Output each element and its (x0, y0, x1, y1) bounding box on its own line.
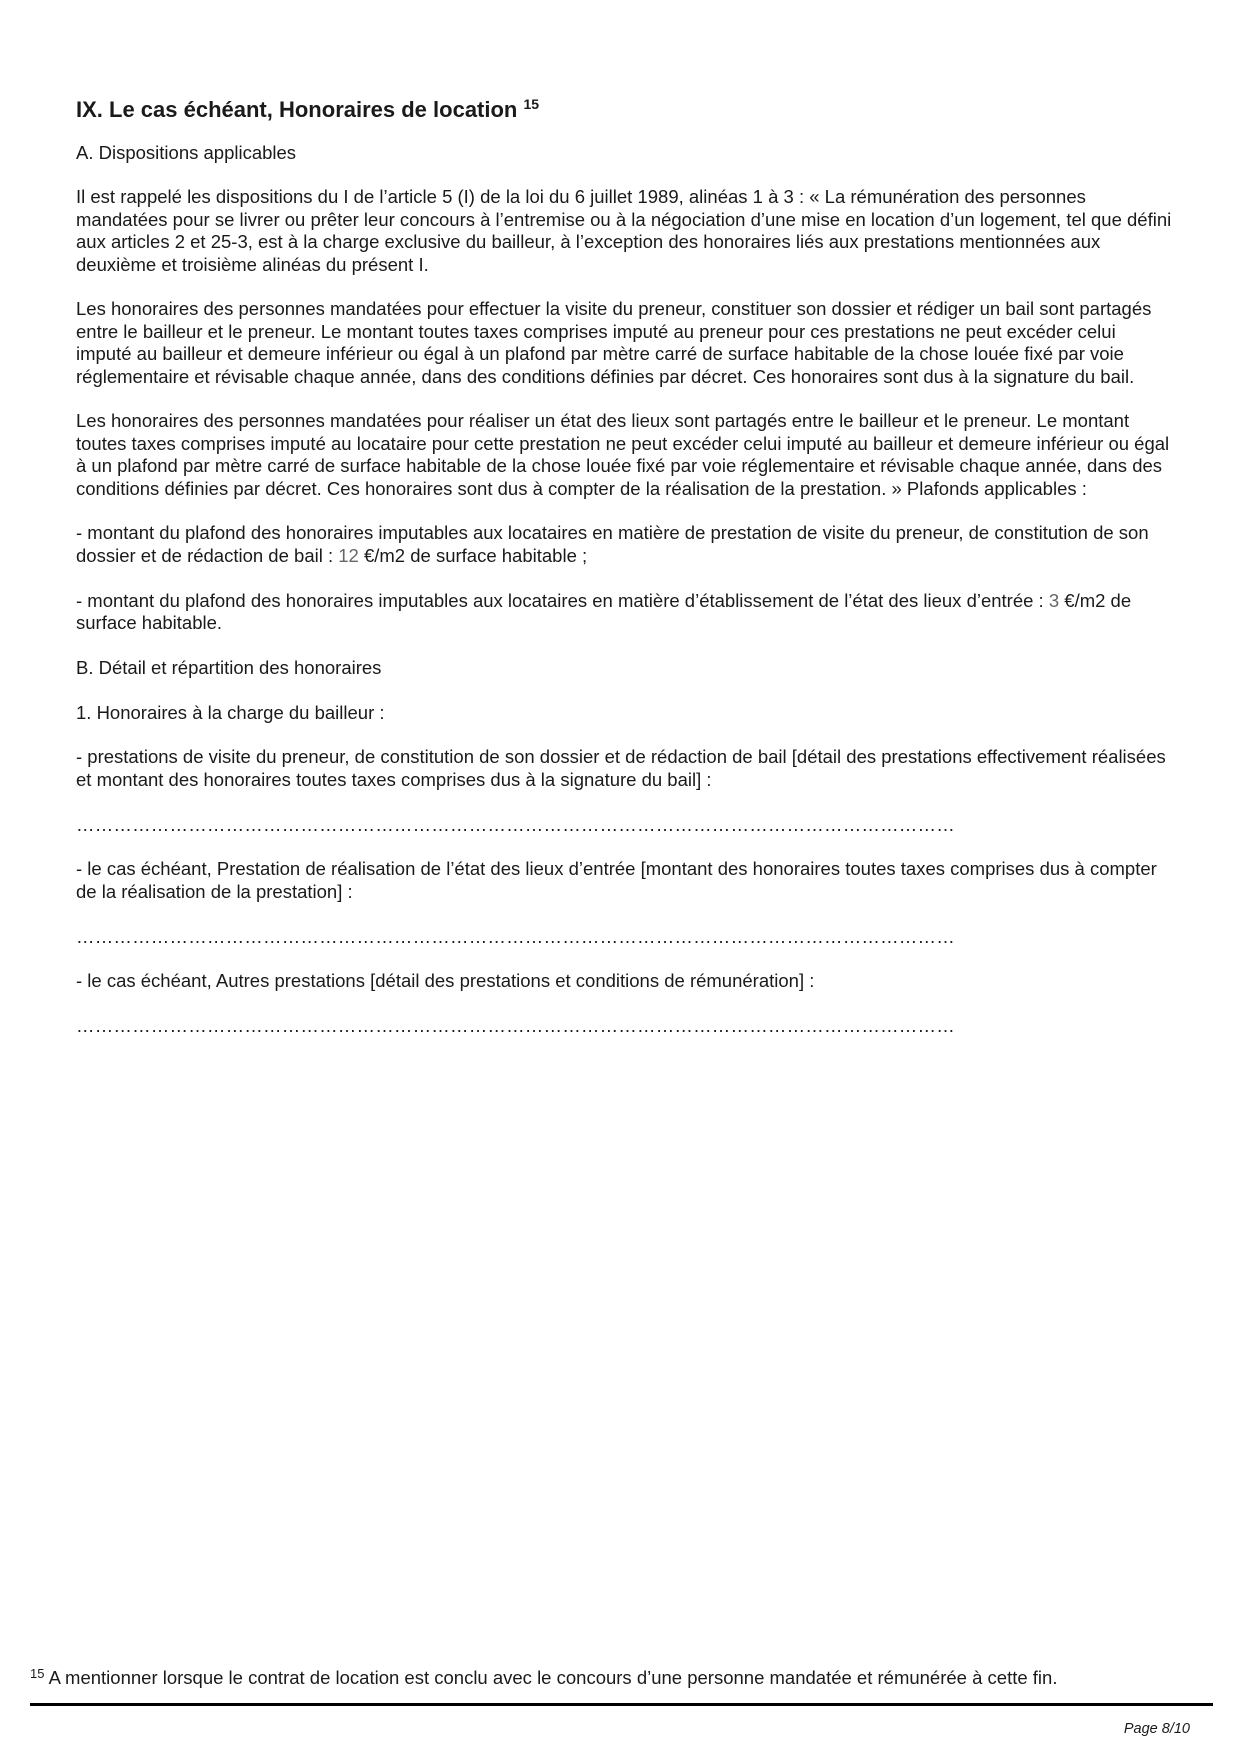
fill-in-blank-2[interactable]: …………………………………………………………………………………………………………………………… (76, 925, 955, 947)
paragraph-article-5: Il est rappelé les dispositions du I de l’article 5 (I) de la loi du 6 juillet 1989, alinéas 1 à 3 : « La rémunération des personnes mandatées pour se livrer ou prêter leur concours à l’entremise ou à la négociation d’une mise en location d’un logement, tel que défini aux articles 2 et 25-3, est à la charge exclusive du bailleur, à l’exception des honoraires liés aux prestations mentionnées aux deuxième et troisième alinéas du présent I. (76, 186, 1172, 275)
footnote-number: 15 (30, 1666, 45, 1681)
ceiling-etat-des-lieux (76, 590, 1176, 635)
footer-divider (30, 1703, 1213, 1706)
fill-in-blank-1[interactable]: …………………………………………………………………………………………………………………………… (76, 813, 955, 835)
paragraph-visite-dossier-bail: Les honoraires des personnes mandatées pour effectuer la visite du preneur, constituer son dossier et rédiger un bail sont partagés entre le bailleur et le preneur. Le montant toutes taxes comprises imputé au preneur pour ces prestations ne peut excéder celui imputé au bailleur et demeure inférieur ou égal à un plafond par mètre carré de surface habitable de la chose louée fixé par voie réglementaire et révisable chaque année, dans des conditions définies par décret. Ces honoraires sont dus à la signature du bail. (76, 298, 1152, 387)
section-title (76, 96, 1176, 124)
subheading-dispositions: A. Dispositions applicables (76, 142, 297, 163)
item-visite-dossier-bail: - prestations de visite du preneur, de constitution de son dossier et de rédaction de bail [détail des prestations effectivement réalisées et montant des honoraires toutes taxes comprises dus à la signature du bail] : (76, 746, 1166, 790)
item-etat-des-lieux: - le cas échéant, Prestation de réalisation de l’état des lieux d’entrée [montant des honoraires toutes taxes comprises dus à compter de la réalisation de la prestation] : (76, 858, 1157, 902)
document-body (76, 96, 1176, 1060)
fill-in-blank-3[interactable]: …………………………………………………………………………………………………………………………… (76, 1015, 955, 1037)
subheading-bailleur: 1. Honoraires à la charge du bailleur : (76, 701, 385, 723)
footnote (30, 1667, 1220, 1689)
subheading-detail: B. Détail et répartition des honoraires (76, 656, 382, 678)
ceiling-visite-label: - montant du plafond des honoraires imputables aux locataires en matière de prestation de visite du preneur, de constitution de son dossier et de rédaction de bail : (76, 522, 1149, 566)
ceiling-visite-dossier (76, 522, 1176, 567)
ceiling-etat-label: - montant du plafond des honoraires imputables aux locataires en matière d’établissement de l’état des lieux d’entrée : (76, 589, 1049, 611)
footnote-reference: 15 (523, 96, 540, 112)
ceiling-etat-unit: €/m2 de surface habitable. (76, 589, 1132, 634)
page-number: Page 8/10 (1123, 1721, 1190, 1737)
item-autres-prestations: - le cas échéant, Autres prestations [détail des prestations et conditions de rémunération] : (76, 970, 815, 992)
ceiling-etat-value: 3 (1048, 589, 1060, 611)
ceiling-visite-unit: €/m2 de surface habitable ; (358, 544, 588, 566)
section-title-text: IX. Le cas échéant, Honoraires de location (76, 97, 518, 122)
footnote-text: A mentionner lorsque le contrat de location est conclu avec le concours d’une personne mandatée et rémunérée à cette fin. (48, 1667, 1058, 1688)
ceiling-visite-value: 12 (338, 544, 359, 566)
paragraph-etat-des-lieux: Les honoraires des personnes mandatées pour réaliser un état des lieux sont partagés entre le bailleur et le preneur. Le montant toutes taxes comprises imputé au locataire pour cette prestation ne peut excéder celui imputé au bailleur et demeure inférieur ou égal à un plafond par mètre carré de surface habitable de la chose louée fixé par voie réglementaire et révisable chaque année, dans des conditions définies par décret. Ces honoraires sont dus à compter de la réalisation de la prestation. » Plafonds applicables : (76, 410, 1170, 499)
